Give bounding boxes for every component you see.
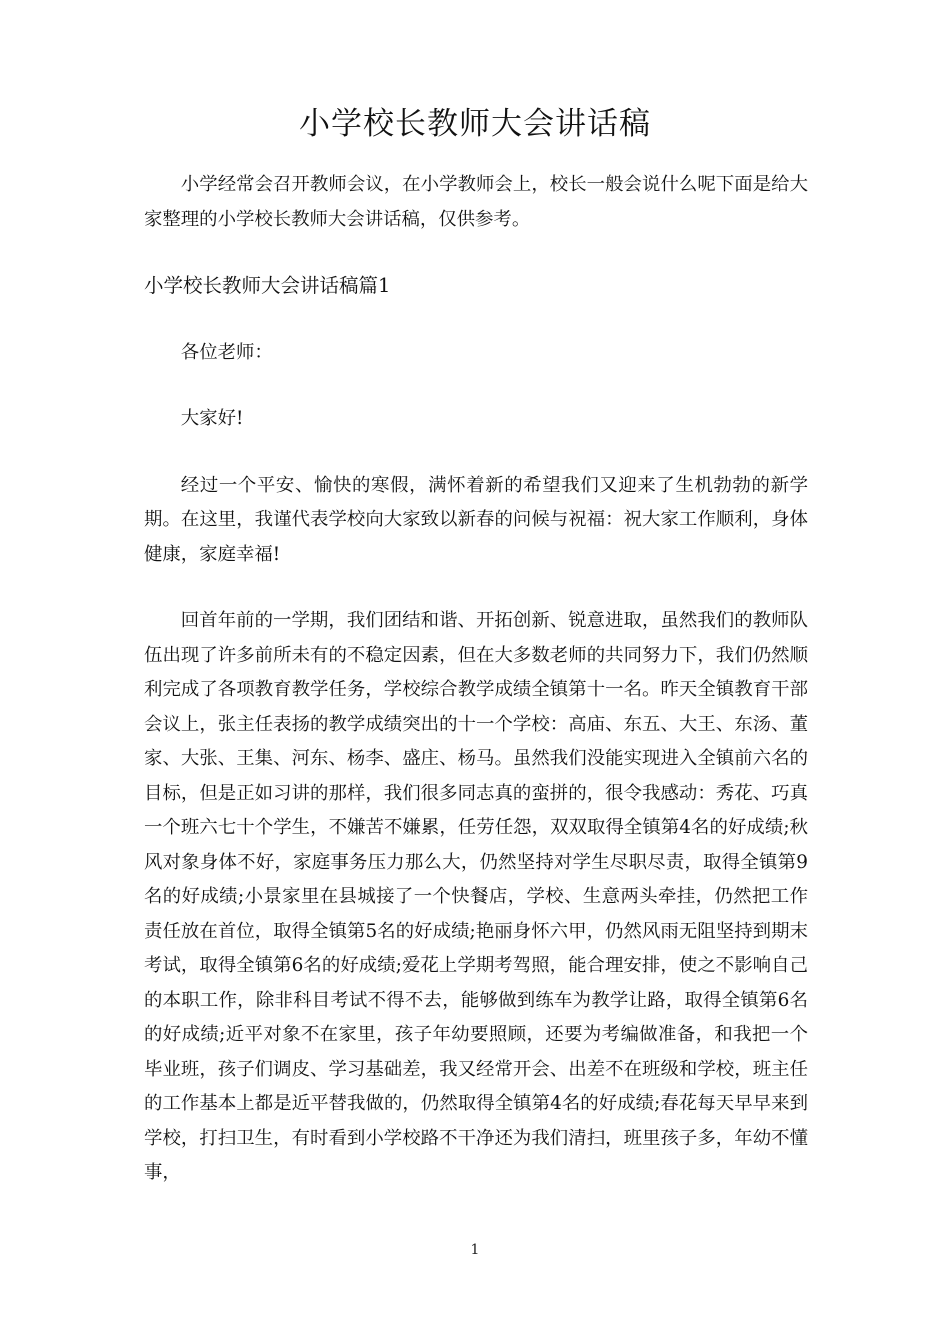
section-heading: 小学校长教师大会讲话稿篇1 [144, 274, 391, 297]
salutation: 各位老师： [180, 341, 273, 363]
document-title: 小学校长教师大会讲话稿 [299, 106, 651, 142]
page-number: 1 [470, 1242, 480, 1258]
document-body [144, 168, 808, 1191]
intro-paragraph: 小学经常会召开教师会议，在小学教师会上，校长一般会说什么呢下面是给大家整理的小学校长教师大会讲话稿，仅供参考。 [144, 174, 808, 230]
greeting: 大家好! [180, 408, 244, 429]
body-paragraph-1: 经过一个平安、愉快的寒假，满怀着新的希望我们又迎来了生机勃勃的新学期。在这里，我谨代表学校向大家致以新春的问候与祝福：祝大家工作顺利，身体健康，家庭幸福! [144, 474, 808, 565]
body-paragraph-2: 回首年前的一学期，我们团结和谐、开拓创新、锐意进取，虽然我们的教师队伍出现了许多前所未有的不稳定因素，但在大多数老师的共同努力下，我们仍然顺利完成了各项教育教学任务，学校综合教学成绩全镇第十一名。昨天全镇教育干部会议上，张主任表扬的教学成绩突出的十一个学校：高庙、东五、大王、东汤、董家、大张、王集、河东、杨李、盛庄、杨马。虽然我们没能实现进入全镇前六名的目标，但是正如习讲的那样，我们很多同志真的蛮拼的，很令我感动：秀花、巧真一个班六七十个学生，不嫌苦不嫌累，任劳任怨，双双取得全镇第4名的好成绩;秋风对象身体不好，家庭事务压力那么大，仍然坚持对学生尽职尽责，取得全镇第9名的好成绩;小景家里在县城接了一个快餐店，学校、生意两头牵挂，仍然把工作责任放在首位，取得全镇第5名的好成绩;艳丽身怀六甲，仍然风雨无阻坚持到期末考试，取得全镇第6名的好成绩;爱花上学期考驾照，能合理安排，使之不影响自己的本职工作，除非科目考试不得不去，能够做到练车为教学让路，取得全镇第6名的好成绩;近平对象不在家里，孩子年幼要照顾，还要为考编做准备，和我把一个毕业班，孩子们调皮、学习基础差，我又经常开会、出差不在班级和学校，班主任的工作基本上都是近平替我做的，仍然取得全镇第4名的好成绩;春花每天早早来到学校，打扫卫生，有时看到小学校路不干净还为我们清扫，班里孩子多，年幼不懂事， [144, 610, 808, 1183]
